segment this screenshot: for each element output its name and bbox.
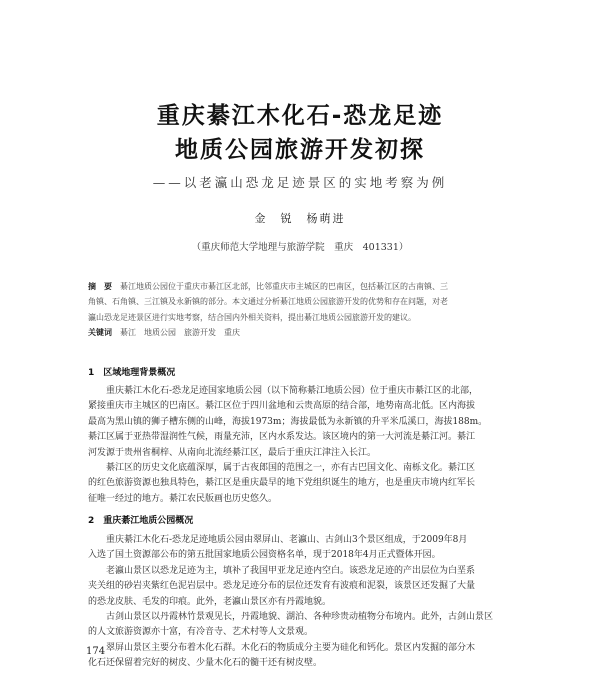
paragraph-line: 翠屏山景区主要分布着木化石群。木化石的物质成分主要为硅化和钙化。景区内发掘的部分木 — [106, 642, 476, 653]
abstract-block — [88, 280, 508, 342]
paragraph-line: 化石还保留着完好的树皮、少量木化石的髓干还有树皮壁。 — [88, 658, 323, 669]
paragraph-line: 入选了国土资源部公布的第五批国家地质公园资格名单，现于2018年4月正式暨体开园。 — [88, 550, 441, 561]
page-number: 174 — [86, 646, 106, 657]
authors: 金 锐 杨萌进 — [254, 212, 346, 225]
subtitle: ——以老瀛山恐龙足迹景区的实地考察为例 — [152, 175, 448, 190]
abstract-label: 摘 要 — [88, 282, 112, 291]
paragraph-line: 河发源于贵州省桐梓、从南向北流经綦江区，最后于重庆江津注入长江。 — [88, 447, 377, 458]
section-2-heading: 2 重庆綦江地质公园概况 — [88, 516, 194, 526]
abstract-line: 角镇、石角镇、三江镇及永新镇的部分。本文通过分析綦江地质公园旅游开发的优势和存在问题，对老 — [88, 297, 448, 307]
paragraph-line: 紧接重庆市主城区的巴南区。綦江区位于四川盆地和云贵高原的结合部，地势南高北低。区内海拔 — [88, 401, 476, 412]
paragraph-line: 征唯一经过的地方。綦江农民版画也历史悠久。 — [88, 493, 278, 504]
paragraph-line: 的恐龙皮肤、毛发的印痕。此外，老瀛山景区亦有丹霞地貌。 — [88, 596, 332, 607]
paragraph-line: 重庆綦江木化石-恐龙足迹地质公园由翠屏山、老瀛山、古剑山3个景区组成，于2009年8月 — [106, 535, 468, 545]
paragraph-line: 最高为黑山镇的狮子槽东侧的山峰，海拔1973m；海拔最低为永新镇的升平米瓜溪口，海拔188m。 — [88, 416, 488, 427]
keywords: 綦江 地质公园 旅游开发 重庆 — [120, 328, 240, 338]
paragraph-line: 夹关组的砂岩夹紫红色泥岩层中。恐龙足迹分布的层位还发育有波痕和泥裂，该景区还发掘了大量 — [88, 581, 476, 592]
title-line-1: 重庆綦江木化石-恐龙足迹 — [156, 103, 444, 129]
section-2-body — [88, 533, 513, 672]
paragraph-line: 的人文旅游资源亦十富，有冷音寺、艺术村等人文景观。 — [88, 627, 314, 638]
section-1-body — [88, 384, 513, 507]
paragraph-line: 的红色旅游资源也独具特色，綦江区是重庆最早的地下党组织诞生的地方，也是重庆市境内红军长 — [88, 478, 476, 489]
paragraph-line: 重庆綦江木化石-恐龙足迹国家地质公园（以下简称綦江地质公园）位于重庆市綦江区的北部， — [106, 386, 479, 396]
title-line-2: 地质公园旅游开发初探 — [175, 137, 425, 163]
section-1-heading: 1 区域地理背景概况 — [88, 368, 176, 378]
abstract-line: 瀛山恐龙足迹景区进行实地考察，结合国内外相关资料，提出綦江地质公园旅游开发的建议。 — [88, 312, 416, 322]
keywords-label: 关键词 — [88, 328, 112, 338]
affiliation: （重庆师范大学地理与旅游学院 重庆 401331） — [191, 242, 409, 253]
paragraph-line: 綦江区属于亚热带湿润性气候，雨量充沛，区内水系发达。该区境内的第一大河流是綦江河。綦江 — [88, 432, 476, 443]
abstract-line: 綦江地质公园位于重庆市綦江区北部，比邻重庆市主城区的巴南区，包括綦江区的古南镇、三 — [120, 282, 448, 291]
paragraph-line: 綦江区的历史文化底蕴深厚，属于古夜郎国的范围之一，亦有古巴国文化、南栎文化。綦江区 — [106, 462, 476, 473]
paragraph-line: 老瀛山景区以恐龙足迹为主，填补了我国甲亚龙足迹内空白。该恐龙足迹的产出层位为白垩系 — [106, 565, 476, 576]
paragraph-line: 古剑山景区以丹霞林竹景观见长，丹霞地貌、湖泊、各种珍贵动植物分布境内。此外，古剑山景区 — [106, 611, 494, 622]
